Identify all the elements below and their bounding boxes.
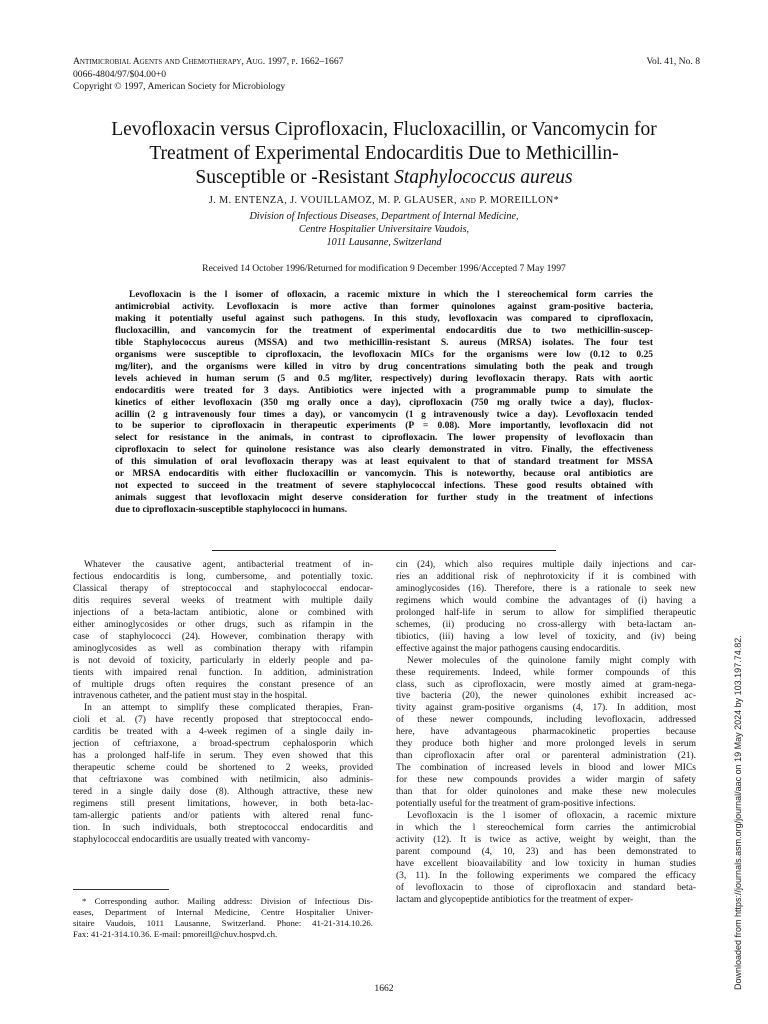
abstract-line: flucloxacillin, and vancomycin for the treatment of experimental endocarditis due to two methicillin-suscep-	[115, 325, 653, 336]
affiliation-line-1: Division of Infectious Diseases, Department of Internal Medicine,	[249, 211, 519, 222]
abstract-line: select for resistance in the animals, in contrast to ciprofloxacin. The lower propensity of levofloxacin than	[115, 433, 653, 444]
body-line: jection of ceftriaxone, a broad-spectrum cephalosporin which	[73, 739, 373, 750]
body-line: Whatever the causative agent, antibacterial treatment of in-	[84, 560, 373, 570]
body-line: aminoglycosides as well as combination therapy with rifampin	[73, 643, 373, 654]
body-line: parent compound (4, 10, 23) and has been demonstrated to	[396, 846, 696, 857]
body-line: tients with impaired renal function. In addition, administration	[73, 667, 373, 678]
abstract-line: mg/liter), and the organisms were killed in vitro by drug concentrations simulating both the peak and trough	[115, 361, 653, 372]
affiliation	[0, 211, 768, 249]
abstract-line: of this simulation of oral levofloxacin therapy was at least equivalent to that of standard treatment for MSSA	[115, 457, 653, 468]
abstract-line: Levofloxacin is the l isomer of ofloxacin, a racemic mixture in which the l stereochemical form carries the	[129, 290, 653, 300]
body-line: aminoglycosides (16). Therefore, there is a rationale to seek new	[396, 583, 696, 594]
body-line: for these new compounds provides a wider margin of safety	[396, 775, 696, 786]
body-line: (3, 11). In the following experiments we compared the efficacy	[396, 870, 696, 881]
body-line: cioli et al. (7) have recently proposed that streptococcal endo-	[73, 715, 373, 726]
section-divider	[212, 550, 556, 551]
body-line: The combination of increased levels in blood and lower MICs	[396, 763, 696, 774]
footnote-line: Fax: 41-21-314.10.36. E-mail: pmoreill@chuv.hospvd.ch.	[73, 929, 278, 939]
body-line: ditis requires several weeks of treatment with multiple daily	[73, 595, 373, 606]
abstract-line: kinetics of either levofloxacin (350 mg orally once a day), ciprofloxacin (750 mg orally twice a day), fluclox-	[115, 397, 653, 408]
body-line: of multiple drugs often requires the constant presence of an	[73, 679, 373, 690]
body-line: Newer molecules of the quinolone family might comply with	[407, 655, 696, 666]
download-stamp-text: Downloaded from https://journals.asm.org/journal/aac on 19 May 2024 by 103.197.74.82.	[733, 635, 743, 990]
affiliation-line-3: 1011 Lausanne, Switzerland	[326, 236, 442, 248]
body-line: class, such as ciprofloxacin, were mostly aimed at gram-nega-	[396, 679, 696, 690]
body-column-left	[73, 560, 373, 847]
body-line: that ceftriaxone was combined with netilmicin, also adminis-	[73, 775, 373, 786]
abstract-line: organisms were susceptible to ciprofloxacin, the levofloxacin MICs for the organisms were low (0.12 to 0.25	[115, 349, 653, 360]
footnote-line: sitaire Vaudois, 1011 Lausanne, Switzerland. Phone: 41-21-314.10.26.	[73, 918, 373, 928]
abstract-line: or MRSA endocarditis with either flucloxacillin or vancomycin. This is noteworthy, because oral antibiotics are	[115, 469, 653, 480]
article-title	[40, 118, 728, 190]
body-line: tered in a single daily dose (8). Although attractive, these new	[73, 787, 373, 798]
body-line: prolonged half-life in serum to allow for simplified therapeutic	[396, 607, 696, 618]
body-line: schemes, (ii) producing no cross-allergy with beta-lactam an-	[396, 619, 696, 630]
body-line: lactam and glycopeptide antibiotics for the treatment of exper-	[396, 894, 634, 905]
body-line: tive bacteria (20), the newer quinolones exhibit increased ac-	[396, 691, 696, 702]
body-line: intravenous catheter, and the patient must stay in the hospital.	[73, 691, 308, 702]
body-line: tivity against gram-positive organisms (4, 17). In addition, most	[396, 703, 696, 714]
title-line-1: Levofloxacin versus Ciprofloxacin, Flucloxacillin, or Vancomycin for	[111, 119, 657, 140]
footnote-line: * Corresponding author. Mailing address: Division of Infectious Dis-	[82, 896, 373, 906]
running-header	[73, 56, 343, 94]
body-line: regimens still present limitations, however, in both beta-lac-	[73, 799, 373, 810]
body-line: case of staphylococci (24). However, combination therapy with	[73, 631, 373, 642]
abstract-line: endocarditis were treated for 3 days. Antibiotics were injected with a programmable pump to simulate the	[115, 385, 653, 396]
body-line: cin (24), which also requires multiple daily injections and car-	[396, 560, 696, 570]
body-line: injections of a beta-lactam antibiotic, alone or combined with	[73, 607, 373, 618]
body-line: here, have advantageous pharmacokinetic properties because	[396, 727, 696, 738]
author-list	[0, 195, 768, 206]
abstract-line: not expected to succeed in the treatment of severe staphylococcal infections. These good results obtained with	[115, 481, 653, 492]
body-line: has a prolonged half-life in serum. They even showed that this	[73, 751, 373, 762]
footnote-rule	[73, 889, 169, 890]
body-line: Classical therapy of streptococcal and staphylococcal endocar-	[73, 583, 373, 594]
abstract-line: animals suggest that levofloxacin might deserve consideration for further study in the treatment of infections	[115, 493, 653, 504]
body-line: regimens which would combine the advantages of (i) having a	[396, 595, 696, 606]
author-names: J. M. ENTENZA, J. VOUILLAMOZ, M. P. GLAUSER,	[208, 195, 457, 206]
abstract-line: making it potentially useful against such pathogens. In this study, levofloxacin was compared to ciprofloxacin,	[115, 313, 653, 324]
body-line: Levofloxacin is the l isomer of ofloxacin, a racemic mixture	[407, 811, 696, 822]
author-last: P. MOREILLON*	[479, 195, 560, 206]
body-line: either aminoglycosides or other drugs, such as rifampin in the	[73, 619, 373, 630]
body-line: tion. In such individuals, both streptococcal endocarditis and	[73, 822, 373, 833]
body-line: tam-allergic patients and/or patients with altered renal func-	[73, 811, 373, 822]
author-conjunction: and	[459, 195, 477, 206]
body-line: activity (12). It is twice as active, weight by weight, than the	[396, 834, 696, 845]
received-dates: Received 14 October 1996/Returned for modification 9 December 1996/Accepted 7 May 1997	[202, 263, 566, 274]
title-line-3-text: Susceptible or -Resistant	[195, 167, 395, 188]
body-line: of these newer compounds, including levofloxacin, addressed	[396, 715, 696, 726]
body-line: effective against the major pathogens causing endocarditis.	[396, 643, 621, 654]
body-line: of levofloxacin to those of ciprofloxacin and standard beta-	[396, 882, 696, 893]
volume-info: Vol. 41, No. 8	[646, 56, 700, 67]
title-species: Staphylococcus aureus	[394, 167, 573, 188]
body-line: is not devoid of toxicity, particularly in elderly people and pa-	[73, 655, 373, 666]
body-line: staphylococcal endocarditis are usually treated with vancomy-	[73, 834, 310, 845]
body-line: therapeutic scheme could be shortened to 2 weeks, provided	[73, 763, 373, 774]
body-line: tibiotics, (iii) having a low level of toxicity, and (iv) being	[396, 631, 696, 642]
body-line: than that for older quinolones and make these new molecules	[396, 787, 696, 798]
body-line: these requirements. Indeed, while former compounds of this	[396, 667, 696, 678]
abstract-line: antimicrobial activity. Levofloxacin is more active than former quinolones against gram-positive bacteria,	[115, 301, 653, 312]
affiliation-line-2: Centre Hospitalier Universitaire Vaudois,	[298, 223, 470, 235]
abstract-line: acillin (2 g intravenously four times a day), or vancomycin (1 g intravenously twice a day). Levofloxacin tended	[115, 409, 653, 420]
body-line: fectious endocarditis is long, cumbersome, and potentially toxic.	[73, 571, 373, 582]
abstract	[115, 290, 653, 517]
body-line: than ciprofloxacin after oral or parenteral administration (21).	[396, 751, 696, 762]
title-line-3	[40, 166, 728, 190]
abstract-line: to be superior to ciprofloxacin in therapeutic experiments (P = 0.08). More importantly, levofloxacin did not	[115, 421, 653, 432]
body-line: have excellent bioavailability and low toxicity in human studies	[396, 858, 696, 869]
body-line: potentially useful for the treatment of gram-positive infections.	[396, 799, 636, 810]
body-line: ries an additional risk of nephrotoxicity if it is combined with	[396, 571, 696, 582]
abstract-line: tible Staphylococcus aureus (MSSA) and two methicillin-resistant S. aureus (MRSA) isolates. The four test	[115, 337, 653, 348]
issn-code: 0066-4804/97/$04.00+0	[73, 68, 167, 80]
copyright-line: Copyright © 1997, American Society for Microbiology	[73, 81, 286, 93]
journal-citation: Antimicrobial Agents and Chemotherapy, Aug. 1997, p. 1662–1667	[73, 56, 344, 67]
body-column-right	[396, 560, 696, 907]
body-line: In an attempt to simplify these complicated therapies, Fran-	[84, 703, 373, 714]
title-line-2: Treatment of Experimental Endocarditis Due to Methicillin-	[149, 143, 619, 164]
abstract-line: due to ciprofloxacin-susceptible staphylococci in humans.	[115, 505, 348, 516]
body-line: they produce both higher and more prolonged levels in serum	[396, 739, 696, 750]
body-line: in which the l stereochemical form carries the antimicrobial	[396, 822, 696, 833]
abstract-line: ciprofloxacin to select for quinolone resistance was also clearly demonstrated in vitro. Finally, the effectiveness	[115, 445, 653, 456]
page-number: 1662	[374, 983, 394, 994]
body-line: carditis be treated with a 4-week regimen of a single daily in-	[73, 727, 373, 738]
abstract-line: levels achieved in human serum (5 and 0.5 mg/liter, respectively) during levofloxacin therapy. Rats with aortic	[115, 373, 653, 384]
footnote-line: eases, Department of Internal Medicine, Centre Hospitalier Univer-	[73, 907, 373, 917]
footnote	[73, 896, 373, 940]
